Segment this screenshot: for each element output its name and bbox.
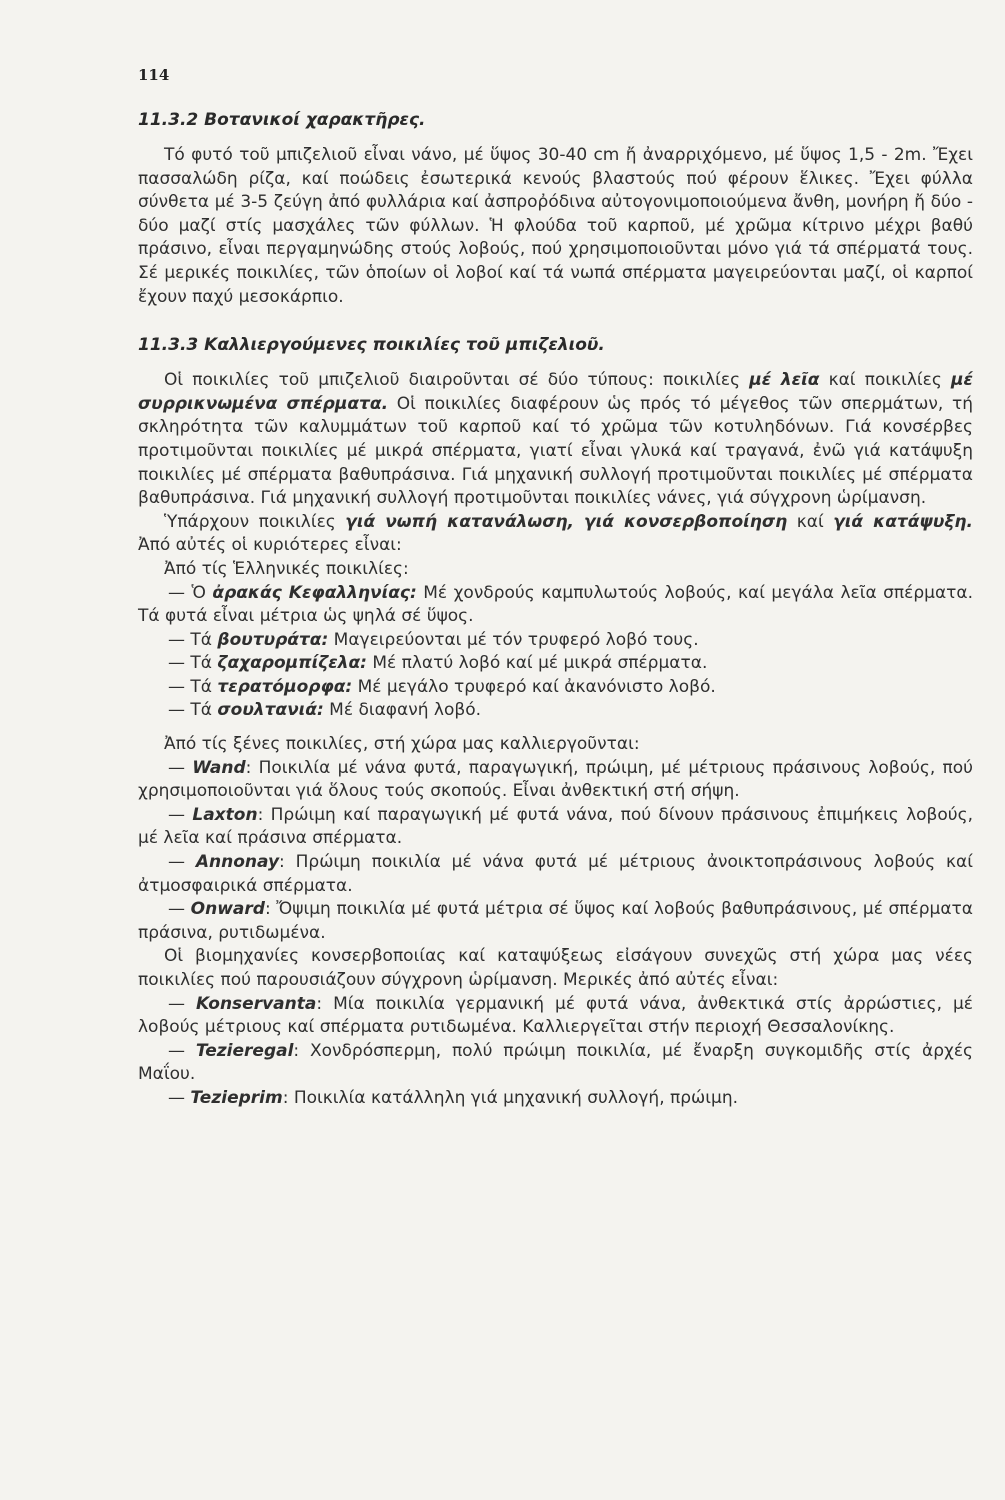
list-item bbox=[138, 757, 973, 804]
section-heading-11-3-3: 11.3.3 Καλλιεργούμενες ποικιλίες τοῦ μπιζελιοῦ. bbox=[138, 335, 605, 356]
list-dash: — Τά bbox=[168, 653, 218, 674]
text-run: Ἀπό αὐτές οἱ κυριότερες εἶναι: bbox=[138, 535, 402, 556]
variety-name: Tezieprim bbox=[190, 1087, 283, 1108]
list-dash: — bbox=[168, 899, 191, 920]
varieties-types-paragraph bbox=[138, 369, 973, 511]
list-dash: — Τά bbox=[168, 700, 218, 721]
variety-description: Μέ διαφανή λοβό. bbox=[323, 700, 482, 721]
variety-name: σουλτανιά: bbox=[217, 700, 324, 721]
foreign-varieties-intro: Ἀπό τίς ξένες ποικιλίες, στή χώρα μας καλλιεργοῦνται: bbox=[164, 734, 640, 755]
variety-description: : Χονδρόσπερμη, πολύ πρώιμη ποικιλία, μέ ἔναρξη συγκομιδῆς στίς ἀρχές Μαΐου. bbox=[138, 1040, 973, 1085]
foreign-varieties-list bbox=[138, 757, 973, 946]
greek-varieties-intro: Ἀπό τίς Ἑλληνικές ποικιλίες: bbox=[164, 558, 409, 579]
variety-description: Μαγειρεύονται μέ τόν τρυφερό λοβό τους. bbox=[328, 629, 699, 650]
list-item bbox=[138, 676, 973, 700]
list-item bbox=[138, 851, 973, 898]
variety-description: Μέ μεγάλο τρυφερό καί ἀκανόνιστο λοβό. bbox=[352, 676, 716, 697]
list-dash: — bbox=[168, 1040, 196, 1061]
botanical-characteristics-paragraph: Τό φυτό τοῦ μπιζελιοῦ εἶναι νάνο, μέ ὕψος 30-40 cm ἤ ἀναρριχόμενο, μέ ὕψος 1,5 - 2m. Ἔχει πασσαλώδη ρίζα, καί ποώδεις ἐσωτερικά κενούς βλαστούς πού φέρουν ἕλικες. Ἔχει φύλλα σύνθετα μέ 3-5 ζεύγη ἀπό φυλλάρια καί ἀσπροῤόδινα αὐτογονιμοποιούμενα ἄνθη, μονήρη ἤ δύο - δύο μαζί στίς μασχάλες τῶν φύλλων. Ἡ φλούδα τοῦ καρποῦ, μέ χρῶμα κίτρινο μέχρι βαθύ πράσινο, εἶναι περγαμηνώδης στούς λοβούς, πού χρησιμοποιοῦνται μόνο γιά τά σπέρματά τους. Σέ μερικές ποικιλίες, τῶν ὁποίων οἱ λοβοί καί τά νωπά σπέρματα μαγειρεύονται μαζί, οἱ καρποί ἔχουν παχύ μεσοκάρπιο. bbox=[138, 145, 973, 307]
variety-description: : Ὄψιμη ποικιλία μέ φυτά μέτρια σέ ὕψος καί λοβούς βαθυπράσινους, μέ σπέρματα πράσινα, ρυτιδωμένα. bbox=[138, 899, 973, 943]
list-dash: — Τά bbox=[168, 629, 218, 650]
variety-description: Μέ χονδρούς καμπυλωτούς λοβούς, καί μεγάλα λεῖα σπέρματα. Τά φυτά εἶναι μέτρια ὡς ψηλά σέ ὕψος. bbox=[138, 582, 974, 627]
list-item bbox=[138, 652, 973, 676]
list-dash: — bbox=[168, 1087, 191, 1108]
variety-name: ζαχαρομπίζελα: bbox=[217, 653, 367, 674]
variety-name: Laxton bbox=[192, 804, 258, 825]
list-item bbox=[138, 629, 973, 653]
text-run: Οἱ ποικιλίες διαφέρουν ὡς πρός τό μέγεθος τῶν σπερμάτων, τή σκληρότητα τῶν καλυμμάτων τοῦ καρποῦ καί τό χρῶμα τῶν κοτυληδόνων. Γιά κονσέρβες προτιμοῦνται ποικιλίες μέ μικρά σπέρματα, γιατί εἶναι γλυκά καί τραγανά, ἐνῶ γιά κατάψυξη ποικιλίες μέ σπέρματα βαθυπράσινα. Γιά μηχανική συλλογή προτιμοῦνται ποικιλίες μέ σπέρματα βαθυπράσινα. Γιά μηχανική συλλογή προτιμοῦνται ποικιλίες νάνες, γιά σύγχρονη ὡρίμανση. bbox=[138, 393, 973, 509]
variety-name: βουτυράτα: bbox=[217, 629, 329, 650]
list-dash: — bbox=[168, 757, 193, 778]
emphasis-wrinkled: μέ συρρικνωμένα σπέρματα. bbox=[138, 370, 973, 414]
text-run: Ὑπάρχουν ποικιλίες bbox=[164, 511, 346, 532]
variety-description: : Πρώιμη ποικιλία μέ νάνα φυτά μέ μέτριους ἀνοικτοπράσινους λοβούς καί ἀτμοσφαιρικά σπέρματα. bbox=[138, 852, 974, 896]
variety-description: Μέ πλατύ λοβό καί μέ μικρά σπέρματα. bbox=[366, 653, 708, 674]
list-item bbox=[138, 898, 973, 945]
list-item bbox=[138, 804, 973, 851]
industry-paragraph: Οἱ βιομηχανίες κονσερβοποιίας καί καταψύξεως εἰσάγουν συνεχῶς στή χώρα μας νέες ποικιλίες πού παρουσιάζουν σύγχρονη ὡρίμανση. Μερικές ἀπό αὐτές εἶναι: bbox=[138, 946, 973, 990]
industry-varieties-list bbox=[138, 993, 973, 1111]
page-number: 114 bbox=[138, 66, 170, 84]
list-dash: — Τά bbox=[168, 676, 218, 697]
section-heading-11-3-2: 11.3.2 Βοτανικοί χαρακτῆρες. bbox=[138, 110, 426, 130]
variety-name: τερατόμορφα: bbox=[217, 676, 353, 697]
variety-name: Wand bbox=[192, 757, 246, 778]
variety-description: : Πρώιμη καί παραγωγική μέ φυτά νάνα, πού δίνουν πράσινους ἐπιμήκεις λοβούς, μέ λεῖα καί πράσινα σπέρματα. bbox=[138, 804, 974, 849]
text-run: Οἱ ποικιλίες τοῦ μπιζελιοῦ διαιροῦνται σέ δύο τύπους: ποικιλίες bbox=[164, 370, 750, 391]
variety-description: : Ποικιλία μέ νάνα φυτά, παραγωγική, πρώιμη, μέ μέτριους πράσινους λοβούς, πού χρησιμοποιοῦνται γιά ὅλους τούς σκοπούς. Εἶναι ἀνθεκτική στή σήψη. bbox=[138, 757, 974, 802]
list-item bbox=[138, 1040, 973, 1087]
variety-name: Annonay bbox=[195, 852, 280, 873]
emphasis-uses: γιά νωπή κατανάλωση, γιά κονσερβοποίηση bbox=[345, 511, 788, 532]
list-dash: — Ὁ bbox=[168, 582, 213, 603]
variety-description: : Ποικιλία κατάλληλη γιά μηχανική συλλογή, πρώιμη. bbox=[282, 1087, 739, 1108]
text-run: καί bbox=[787, 511, 834, 532]
list-item bbox=[138, 582, 973, 629]
variety-description: : Μία ποικιλία γερμανική μέ φυτά νάνα, ἀνθεκτικά στίς ἀρρώστιες, μέ λοβούς μέτριους καί σπέρματα ρυτιδωμένα. Καλλιεργεῖται στήν περιοχή Θεσσαλονίκης. bbox=[138, 993, 973, 1038]
variety-name: Konservanta bbox=[196, 993, 317, 1014]
variety-name: ἀρακάς Κεφαλληνίας: bbox=[212, 582, 417, 603]
list-dash: — bbox=[168, 804, 193, 825]
variety-name: Tezieregal bbox=[195, 1040, 294, 1061]
list-item bbox=[138, 699, 973, 723]
list-item bbox=[138, 1087, 973, 1111]
greek-varieties-list bbox=[138, 582, 973, 724]
varieties-uses-paragraph bbox=[138, 511, 973, 558]
text-run: καί ποικιλίες bbox=[819, 370, 952, 391]
spacer bbox=[138, 723, 973, 733]
emphasis-freezing: γιά κατάψυξη. bbox=[833, 511, 973, 532]
list-dash: — bbox=[168, 993, 197, 1014]
list-item bbox=[138, 993, 973, 1040]
emphasis-smooth: μέ λεῖα bbox=[749, 370, 820, 391]
list-dash: — bbox=[168, 852, 196, 873]
variety-name: Onward bbox=[190, 899, 265, 920]
